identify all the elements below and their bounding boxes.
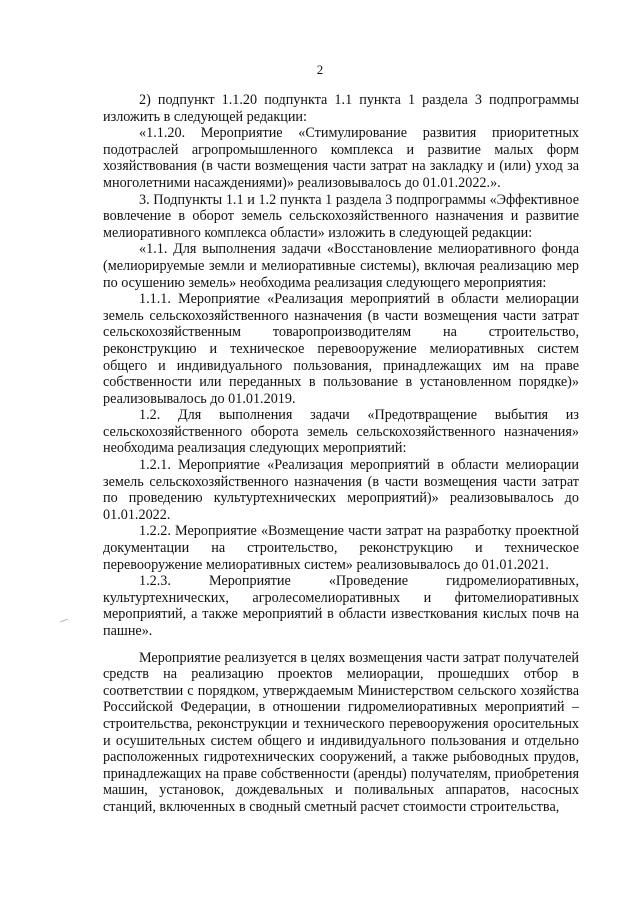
paragraph-subitem-2: 2) подпункт 1.1.20 подпункта 1.1 пункта 1 раздела 3 подпрограммы изложить в следующей редакции: bbox=[103, 92, 579, 125]
paragraph-1-2-2: 1.2.2. Мероприятие «Возмещение части затрат на разработку проектной документации на строительство, реконструкцию и техническое перевооружение мелиоративных систем» реализовывалось до 01.01.2021. bbox=[103, 523, 579, 573]
paragraph-1-2-1: 1.2.1. Мероприятие «Реализация мероприятий в области мелиорации земель сельскохозяйственного назначения (в части возмещения части затрат по проведению культуртехнических мероприятий)» реализовывалось до 01.01.2022. bbox=[103, 457, 579, 523]
paragraph-1-2-3: 1.2.3. Мероприятие «Проведение гидромелиоративных, культуртехнических, агролесомелиоративных и фитомелиоративных мероприятий, а также мероприятий в области известкования кислых почв на пашне». bbox=[103, 573, 579, 639]
paragraph-measure-description: Мероприятие реализуется в целях возмещения части затрат получателей средств на реализацию проектов мелиорации, прошедших отбор в соответствии с порядком, утверждаемым Министерством сельского хозяйства Российской Федерации, в отношении гидромелиоративных мероприятий – строительства, реконструкции и технического перевооружения оросительных и осушительных систем общего и индивидуального пользования и отдельно расположенных гидротехнических сооружений, а также рыбоводных прудов, принадлежащих на праве собственности (аренды) получателям, приобретения машин, установок, дождевальных и поливальных аппаратов, насосных станций, включенных в сводный сметный расчет стоимости строительства, bbox=[103, 649, 579, 815]
document-body bbox=[103, 92, 579, 816]
paragraph-1-1-1: 1.1.1. Мероприятие «Реализация мероприятий в области мелиорации земель сельскохозяйственного назначения (в части возмещения части затрат сельскохозяйственным товаропроизводителям на строительство, реконструкцию и техническое перевооружение мелиоративных систем общего и индивидуального пользования, принадлежащих им на праве собственности или переданных в пользование в установленном порядке)» реализовывалось до 01.01.2019. bbox=[103, 291, 579, 407]
page-number: 2 bbox=[316, 62, 324, 77]
paragraph-quote-1-1: «1.1. Для выполнения задачи «Восстановление мелиоративного фонда (мелиорируемые земли и мелиоративные системы), включая реализацию мер по осушению земель» необходима реализация следующего мероприятия: bbox=[103, 241, 579, 291]
paragraph-quote-1-1-20: «1.1.20. Мероприятие «Стимулирование развития приоритетных подотраслей агропромышленного комплекса и развитие малых форм хозяйствования (в части возмещения части затрат на закладку и (или) уход за многолетними насаждениями)» реализовывалось до 01.01.2022.». bbox=[103, 125, 579, 191]
paragraph-1-2: 1.2. Для выполнения задачи «Предотвращение выбытия из сельскохозяйственного оборота земель сельскохозяйственного назначения» необходима реализация следующих мероприятий: bbox=[103, 407, 579, 457]
paragraph-item-3: 3. Подпункты 1.1 и 1.2 пункта 1 раздела 3 подпрограммы «Эффективное вовлечение в оборот земель сельскохозяйственного назначения и развитие мелиоративного комплекса области» изложить в следующей редакции: bbox=[103, 191, 579, 241]
scan-mark bbox=[60, 619, 68, 623]
